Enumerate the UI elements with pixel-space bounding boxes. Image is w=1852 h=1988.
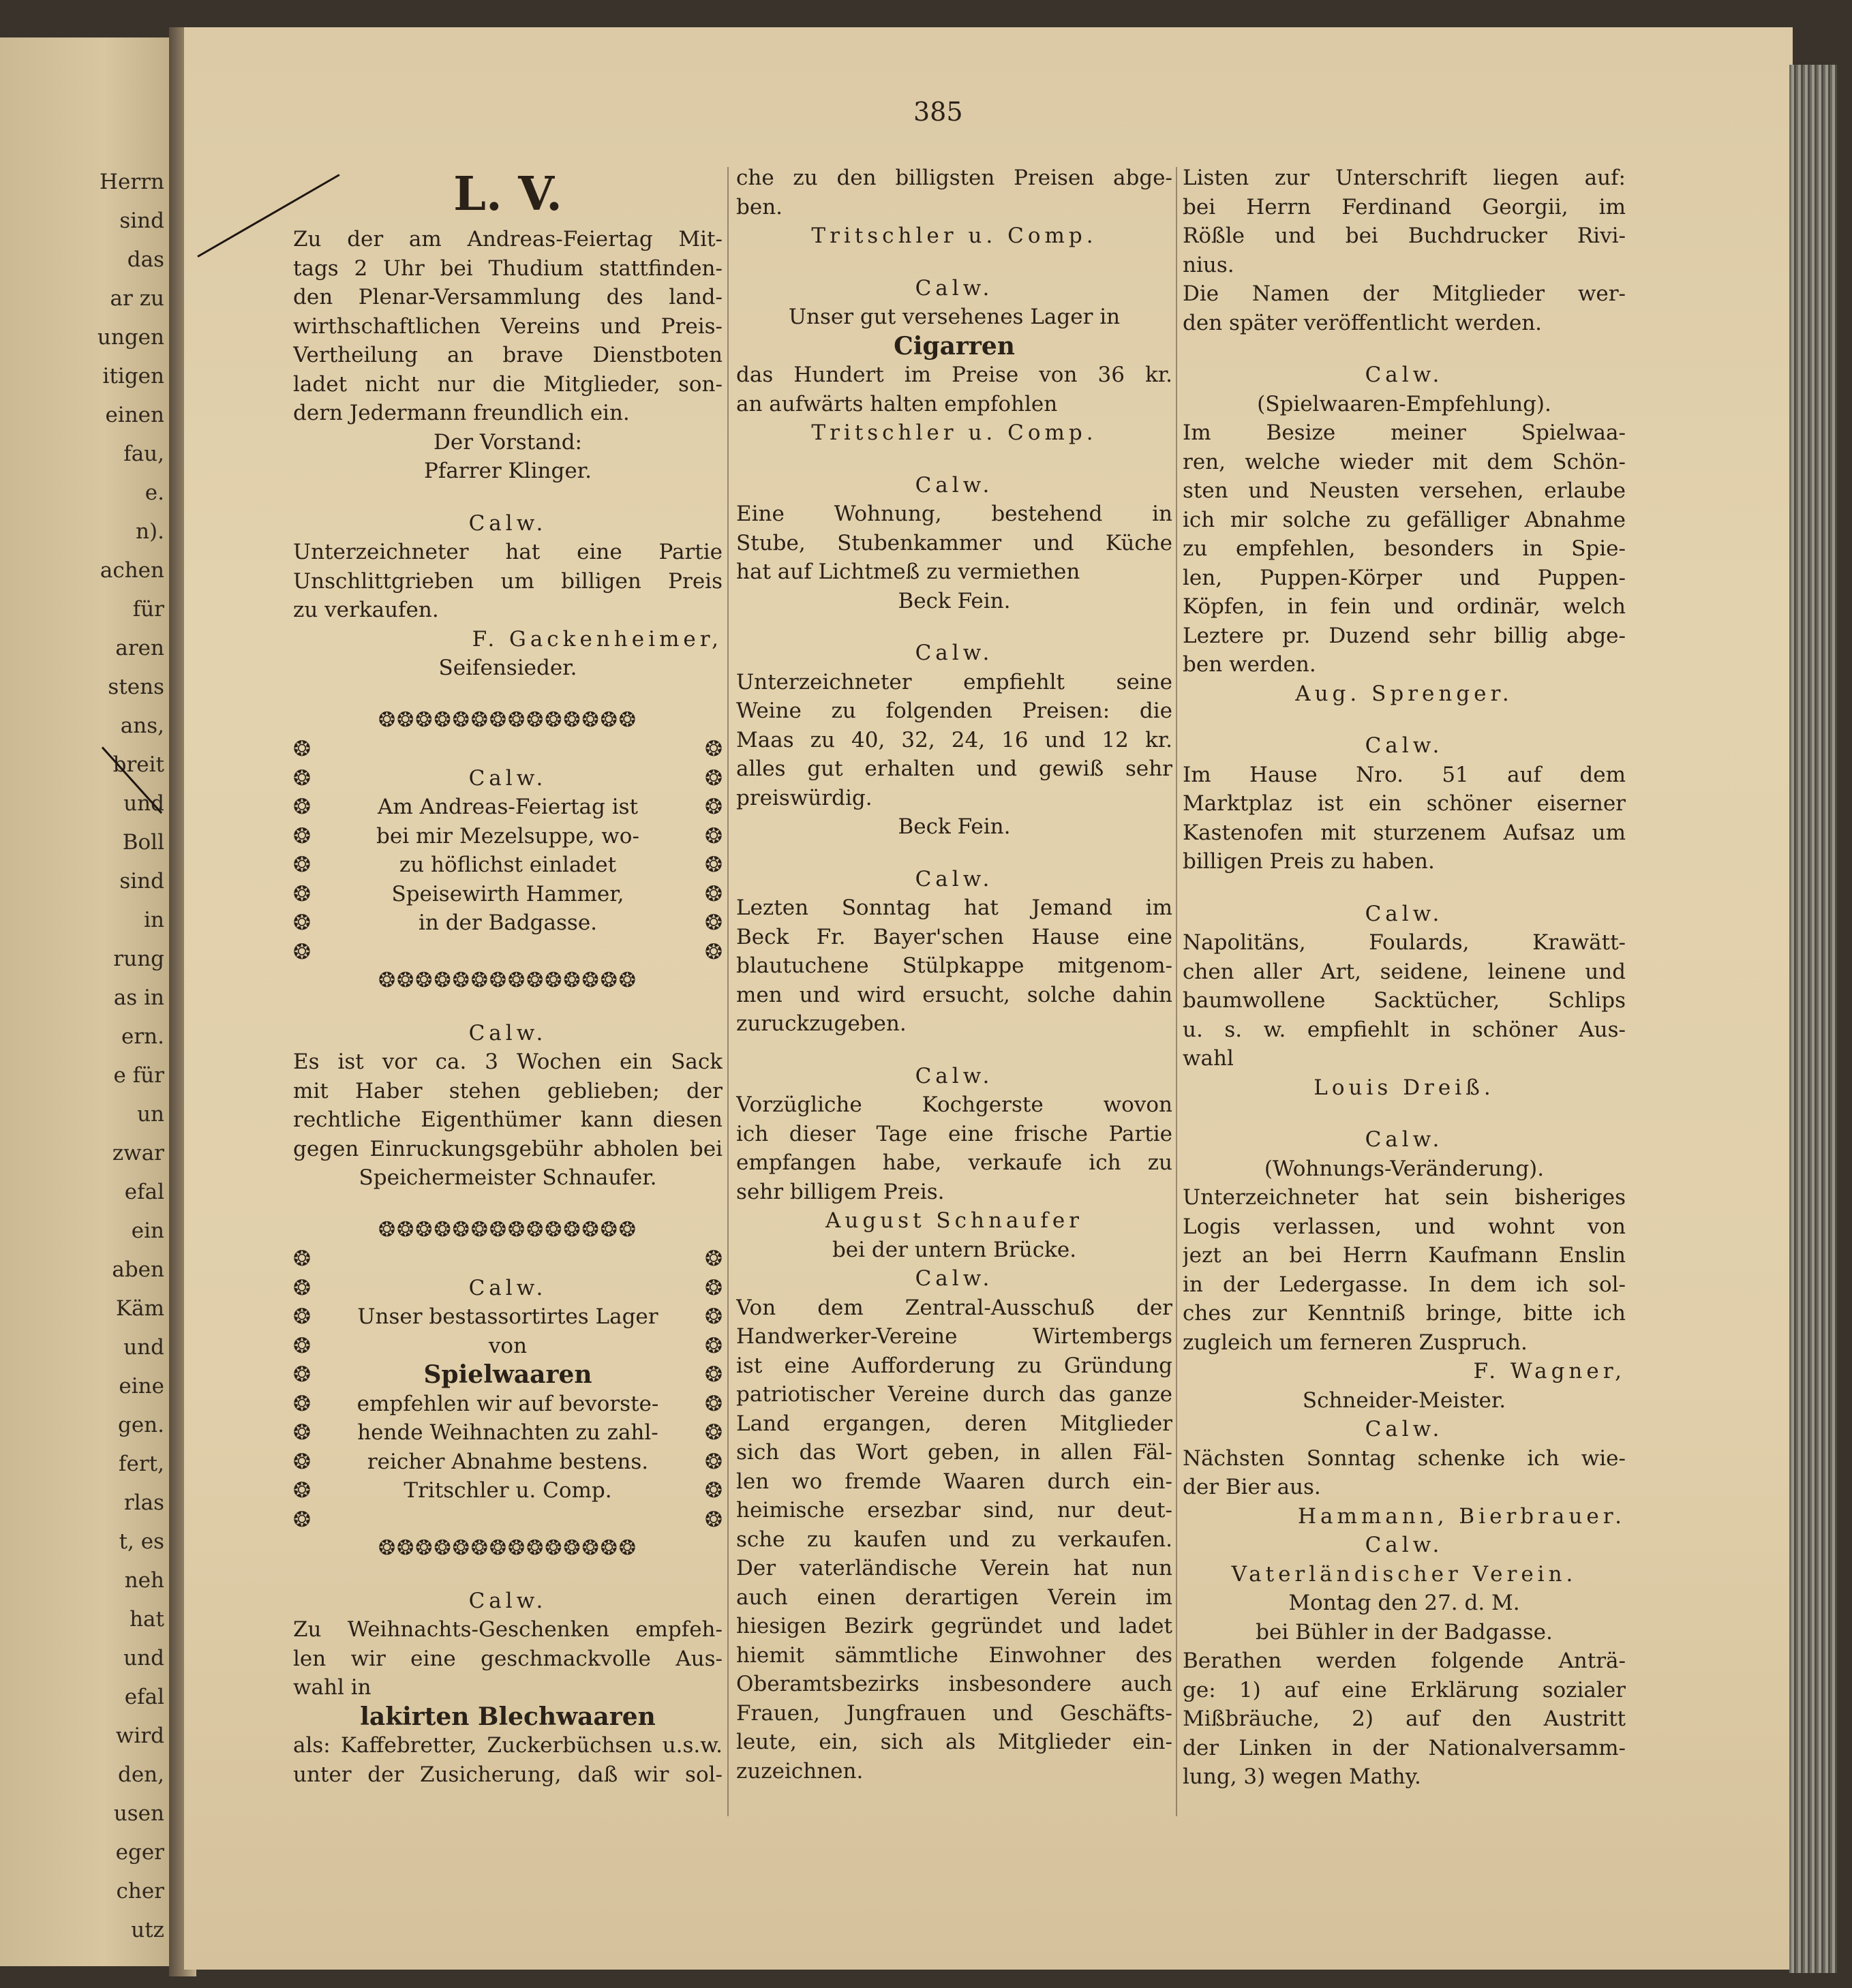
text-line: baumwollene Sacktücher, Schlips	[1183, 988, 1626, 1013]
bordered-ad-text: Spielwaaren	[423, 1360, 592, 1389]
bordered-ad-line	[293, 1448, 723, 1477]
ornament-border: ❂❂❂❂❂❂❂❂❂❂❂❂❂❂	[378, 1217, 637, 1242]
text-line: wahl in	[293, 1675, 371, 1700]
left-page-fragment: un	[137, 1102, 164, 1127]
bordered-ad-line	[293, 822, 723, 851]
left-page-fragment: t, es	[119, 1529, 164, 1554]
left-page-fragment: sind	[119, 209, 164, 233]
bordered-ad-text: Calw.	[468, 1275, 547, 1300]
ornament-icon: ❂	[705, 765, 723, 791]
left-page-fragment: ungen	[97, 325, 164, 350]
ornament-icon: ❂	[705, 1507, 723, 1532]
text-line: unter der Zusicherung, daß wir sol-	[293, 1762, 723, 1787]
bordered-ad-text: Unser bestassortirtes Lager	[357, 1304, 658, 1329]
text-line: ge: 1) auf eine Erklärung sozialer	[1183, 1677, 1626, 1702]
bordered-ad-line	[293, 880, 723, 909]
text-line: Der vaterländische Verein hat nun	[736, 1556, 1172, 1580]
spacer	[1183, 1102, 1626, 1125]
text-line: an aufwärts halten empfohlen	[736, 391, 1058, 416]
heading-line: Calw.	[915, 472, 994, 498]
heading-line: Calw.	[1365, 1417, 1444, 1441]
text-line: Beck Fein.	[898, 588, 1011, 613]
heading-line: August Schnaufer	[825, 1208, 1083, 1233]
text-line: jezt an bei Herrn Kaufmann Enslin	[1183, 1243, 1626, 1268]
text-line: Weine zu folgenden Preisen: die	[736, 699, 1172, 723]
heading-line: Calw.	[915, 1266, 994, 1291]
ornament-border: ❂❂❂❂❂❂❂❂❂❂❂❂❂❂	[378, 707, 637, 732]
text-line: ches zur Kenntniß bringe, bitte ich	[1183, 1301, 1626, 1326]
text-line: zu verkaufen.	[293, 598, 439, 622]
left-page-fragment: ar zu	[110, 286, 164, 311]
column-2	[736, 164, 1172, 1786]
text-line: Es ist vor ca. 3 Wochen ein Sack	[293, 1050, 723, 1074]
left-page-fragment: und	[123, 1646, 164, 1670]
ornament-icon: ❂	[293, 881, 311, 906]
left-page-fragment: efal	[124, 1180, 164, 1204]
heading-line: Calw.	[1365, 901, 1444, 926]
text-line: als: Kaffebretter, Zuckerbüchsen u.s.w.	[293, 1733, 723, 1758]
left-page-fragment: aben	[112, 1257, 164, 1282]
heading-line: Calw.	[915, 275, 994, 301]
left-page-fragment: e.	[145, 480, 164, 505]
bordered-ad-line	[293, 851, 723, 880]
text-line: Speichermeister Schnaufer.	[359, 1165, 657, 1190]
text-line: Oberamtsbezirks insbesondere auch	[736, 1672, 1172, 1696]
text-line: chen aller Art, seidene, leinene und	[1183, 959, 1626, 984]
heading-line: Calw.	[1365, 1127, 1444, 1152]
text-line: alles gut erhalten und gewiß sehr	[736, 756, 1172, 781]
left-page-fragment: eine	[119, 1374, 164, 1398]
text-line: den Plenar-Versammlung des land-	[293, 285, 723, 309]
left-page-fragment: sind	[119, 869, 164, 893]
text-line: Unterzeichneter empfiehlt seine	[736, 669, 1172, 694]
text-line: Listen zur Unterschrift liegen auf:	[1183, 166, 1626, 190]
text-line: hat auf Lichtmeß zu vermiethen	[736, 560, 1080, 584]
text-line: Mißbräuche, 2) auf den Austritt	[1183, 1707, 1626, 1731]
bordered-ad-line	[293, 764, 723, 793]
bordered-ad-text: von	[488, 1333, 528, 1358]
text-line: Seifensieder.	[438, 656, 577, 680]
text-line: Im Hause Nro. 51 auf dem	[1183, 762, 1626, 787]
text-line: sche zu kaufen und zu verkaufen.	[736, 1527, 1172, 1552]
ornament-icon: ❂	[705, 1333, 723, 1358]
text-line: Montag den 27. d. M.	[1288, 1591, 1520, 1615]
left-page-fragment: den,	[117, 1762, 164, 1787]
ornament-icon: ❂	[705, 795, 723, 819]
text-line: zuzeichnen.	[736, 1758, 864, 1784]
bordered-ad-text: Calw.	[468, 765, 547, 791]
left-page-fragment: e für	[113, 1063, 164, 1088]
ornament-icon: ❂	[705, 1449, 723, 1474]
spacer	[293, 683, 723, 706]
bordered-ad-text: Speisewirth Hammer,	[391, 881, 624, 906]
bordered-ad-line	[293, 793, 723, 822]
text-line: len, Puppen-Körper und Puppen-	[1183, 565, 1626, 590]
left-page-fragment: wird	[115, 1724, 164, 1748]
bordered-ad-text	[311, 1505, 705, 1535]
bordered-ad-line	[293, 1360, 723, 1390]
ornament-icon: ❂	[293, 795, 311, 819]
text-line: Logis verlassen, und wohnt von	[1183, 1214, 1626, 1239]
text-line: Der Vorstand:	[434, 429, 582, 455]
left-page-fragment: ein	[131, 1219, 164, 1243]
bordered-ad-text: reicher Abnahme bestens.	[367, 1449, 649, 1474]
text-line: sehr billigem Preis.	[736, 1179, 945, 1204]
page-number: 385	[913, 97, 963, 127]
text-line: Berathen werden folgende Anträ-	[1183, 1649, 1626, 1673]
bordered-ad-line	[293, 1390, 723, 1419]
text-line: hiesigen Bezirk gegründet und ladet	[736, 1614, 1172, 1638]
bordered-ad-line	[293, 1418, 723, 1448]
text-line: sten und Neusten versehen, erlaube	[1183, 478, 1626, 503]
heading-line: Calw.	[915, 641, 994, 665]
page-edges	[1789, 65, 1837, 1973]
heading-line: Calw.	[1365, 363, 1444, 387]
text-line: der Linken in der Nationalversamm-	[1183, 1735, 1626, 1760]
column-3	[1183, 164, 1626, 1792]
heading-line: Tritschler u. Comp.	[811, 224, 1097, 248]
left-page-fragment: n).	[136, 519, 164, 544]
ornament-icon: ❂	[705, 1247, 723, 1271]
left-page-fragment: einen	[105, 403, 164, 427]
text-line: len wir eine geschmackvolle Aus-	[293, 1646, 723, 1671]
ornament-icon: ❂	[293, 737, 311, 761]
spacer	[1183, 876, 1626, 900]
heading-line: Calw.	[468, 1588, 547, 1613]
text-line: che zu den billigsten Preisen abge-	[736, 166, 1172, 190]
text-line: empfangen habe, verkaufe ich zu	[736, 1150, 1172, 1175]
ornament-icon: ❂	[705, 939, 723, 964]
text-line: ich dieser Tage eine frische Partie	[736, 1121, 1172, 1146]
bordered-ad-text: empfehlen wir auf bevorste-	[356, 1391, 659, 1416]
text-line: zuruckzugeben.	[736, 1011, 907, 1036]
ornament-icon: ❂	[293, 1304, 311, 1329]
text-line: wirthschaftlichen Vereins und Preis-	[293, 314, 723, 339]
text-line: Nächsten Sonntag schenke ich wie-	[1183, 1446, 1626, 1471]
text-line: hiemit sämmtliche Einwohner des	[736, 1642, 1172, 1668]
ornament-icon: ❂	[293, 1449, 311, 1474]
ornament-icon: ❂	[705, 1420, 723, 1445]
text-line: Vorzügliche Kochgerste wovon	[736, 1092, 1172, 1117]
bordered-ad-line	[293, 735, 723, 764]
text-line: Unschlittgrieben um billigen Preis	[293, 568, 723, 594]
heading-line: Calw.	[1365, 733, 1444, 758]
ornament-icon: ❂	[705, 1478, 723, 1503]
ornament-icon: ❂	[293, 853, 311, 877]
spacer	[293, 1193, 723, 1216]
text-line: nius.	[1183, 252, 1234, 277]
left-page-fragment: das	[127, 247, 164, 272]
text-line: Unser gut versehenes Lager in	[788, 305, 1121, 329]
bordered-ad-line	[293, 1332, 723, 1361]
spacer	[736, 615, 1172, 639]
ornament-icon: ❂	[705, 853, 723, 877]
heading-line: Calw.	[915, 866, 994, 891]
spacer	[293, 996, 723, 1019]
bordered-ad-text: bei mir Mezelsuppe, wo-	[376, 823, 639, 848]
bordered-ad-line	[293, 1476, 723, 1505]
announcement-title: L. V.	[453, 167, 562, 221]
text-line: auch einen derartigen Verein im	[736, 1585, 1172, 1610]
text-line: Kastenofen mit sturzenem Aufsaz um	[1183, 820, 1626, 845]
signature-line: Hammann, Bierbrauer.	[1297, 1503, 1626, 1529]
left-page-fragment: efal	[124, 1685, 164, 1709]
text-line: leute, ein, sich als Mitglieder ein-	[736, 1730, 1172, 1754]
text-line: in der Ledergasse. In dem ich sol-	[1183, 1272, 1626, 1297]
bordered-ad-line	[293, 908, 723, 938]
ornament-icon: ❂	[705, 881, 723, 906]
left-page-fragment: in	[144, 908, 164, 932]
product-heading: lakirten Blechwaaren	[360, 1702, 656, 1731]
ornament-icon: ❂	[293, 765, 311, 791]
ornament-icon: ❂	[705, 1362, 723, 1387]
text-line: ist eine Aufforderung zu Gründung	[736, 1353, 1172, 1378]
text-line: ben werden.	[1183, 652, 1316, 677]
bordered-ad-line	[293, 1274, 723, 1303]
bordered-ad-text: in der Badgasse.	[418, 911, 598, 935]
text-line: (Spielwaaren-Empfehlung).	[1257, 391, 1551, 416]
heading-line: Vaterländischer Verein.	[1231, 1561, 1577, 1587]
text-line: bei der untern Brücke.	[832, 1237, 1077, 1262]
bordered-ad-line	[293, 938, 723, 967]
ornament-icon: ❂	[293, 1247, 311, 1271]
text-line: blautuchene Stülpkappe mitgenom-	[736, 953, 1172, 978]
text-line: Schneider-Meister.	[1302, 1388, 1506, 1413]
text-line: ich mir solche zu gefälliger Abnahme	[1183, 507, 1626, 532]
text-line: ben.	[736, 194, 783, 219]
text-line: u. s. w. empfiehlt in schöner Aus-	[1183, 1017, 1626, 1042]
bordered-ad-text: hende Weihnachten zu zahl-	[357, 1420, 658, 1445]
left-page-fragment: gen.	[117, 1413, 164, 1437]
left-page-fragment: fau,	[123, 442, 164, 466]
left-page-fragment: Boll	[122, 830, 164, 855]
ornament-icon: ❂	[293, 911, 311, 935]
bordered-ad-text: Tritschler u. Comp.	[404, 1478, 612, 1503]
left-page-fragment: rlas	[123, 1490, 164, 1515]
text-line: len wo fremde Waaren durch ein-	[736, 1469, 1172, 1494]
column-1	[293, 164, 723, 1789]
text-line: Marktplaz ist ein schöner eiserner	[1183, 791, 1626, 816]
text-line: zu empfehlen, besonders in Spie-	[1183, 536, 1626, 561]
left-page-fragment: rung	[113, 947, 164, 971]
text-line: Lezten Sonntag hat Jemand im	[736, 896, 1172, 920]
text-line: das Hundert im Preise von 36 kr.	[736, 363, 1172, 387]
text-line: Leztere pr. Duzend sehr billig abge-	[1183, 623, 1626, 648]
spacer	[293, 1563, 723, 1587]
text-line: zugleich um ferneren Zuspruch.	[1183, 1330, 1528, 1355]
text-line: Land ergangen, deren Mitglieder	[736, 1411, 1172, 1436]
ornament-border: ❂❂❂❂❂❂❂❂❂❂❂❂❂❂	[378, 968, 637, 992]
left-page-fragment: und	[123, 791, 164, 816]
text-line: dern Jedermann freundlich ein.	[293, 401, 630, 425]
left-page-fragment: ans,	[120, 714, 164, 738]
left-page-fragment: achen	[100, 558, 164, 583]
text-line: Zu Weihnachts-Geschenken empfeh-	[293, 1617, 723, 1642]
text-line: Handwerker-Vereine Wirtembergs	[736, 1324, 1172, 1349]
spacer	[736, 842, 1172, 865]
ornament-icon: ❂	[293, 1391, 311, 1416]
ornament-icon: ❂	[705, 1304, 723, 1329]
left-page-fragment: utz	[131, 1918, 164, 1942]
ornament-icon: ❂	[293, 1362, 311, 1387]
spacer	[1183, 337, 1626, 361]
text-line: ladet nicht nur die Mitglieder, son-	[293, 371, 723, 397]
ornament-icon: ❂	[705, 1391, 723, 1416]
bordered-ad-text: Am Andreas-Feiertag ist	[377, 795, 639, 819]
text-line: Beck Fr. Bayer'schen Hause eine	[736, 924, 1172, 949]
text-line: sich das Wort geben, in allen Fäl-	[736, 1440, 1172, 1465]
text-line: ren, welche wieder mit dem Schön-	[1183, 449, 1626, 474]
text-line: Eine Wohnung, bestehend in	[736, 502, 1172, 526]
text-line: Im Besize meiner Spielwaa-	[1183, 420, 1626, 445]
spacer	[293, 486, 723, 509]
text-line: Frauen, Jungfrauen und Geschäfts-	[736, 1700, 1172, 1726]
heading-line: Calw.	[468, 510, 547, 536]
text-line: lung, 3) wegen Mathy.	[1183, 1764, 1421, 1789]
bordered-ad-line	[293, 1244, 723, 1274]
bordered-ad-line	[293, 1302, 723, 1332]
signature-line: F. Wagner,	[1473, 1359, 1626, 1383]
heading-line: Aug. Sprenger.	[1295, 681, 1513, 706]
ornament-icon: ❂	[293, 1478, 311, 1503]
text-line: Pfarrer Klinger.	[424, 459, 592, 483]
signature-line: F. Gackenheimer,	[472, 626, 723, 652]
left-page-fragment: Käm	[115, 1296, 164, 1321]
bordered-ad-text	[311, 938, 705, 967]
ornament-icon: ❂	[705, 1275, 723, 1300]
text-line: Beck Fein.	[898, 814, 1011, 839]
text-line: men und wird ersucht, solche dahin	[736, 982, 1172, 1007]
left-page-fragment: breit	[112, 752, 164, 777]
left-page-fragment: eger	[115, 1840, 164, 1865]
left-page-fragment: usen	[113, 1801, 164, 1826]
bordered-ad-text: zu höflichst einladet	[399, 853, 617, 877]
text-line: rechtliche Eigenthümer kann diesen	[293, 1107, 723, 1132]
ornament-icon: ❂	[293, 939, 311, 964]
text-line: bei Herrn Ferdinand Georgii, im	[1183, 194, 1626, 219]
text-line: Vertheilung an brave Dienstboten	[293, 343, 723, 367]
ornament-border: ❂❂❂❂❂❂❂❂❂❂❂❂❂❂	[378, 1536, 637, 1560]
text-line: wahl	[1183, 1046, 1234, 1071]
left-page-fragment: zwar	[112, 1141, 164, 1165]
left-page-fragment: ern.	[121, 1024, 164, 1049]
heading-line: Louis Dreiß.	[1314, 1075, 1495, 1100]
column-rule-2	[1176, 167, 1177, 1816]
text-line: Köpfen, in fein und ordinär, welch	[1183, 594, 1626, 619]
text-line: mit Haber stehen geblieben; der	[293, 1078, 723, 1103]
text-line: Zu der am Andreas-Feiertag Mit-	[293, 227, 723, 251]
text-line: billigen Preis zu haben.	[1183, 849, 1435, 874]
left-page-fragment: Herrn	[100, 170, 164, 194]
left-page-fragment: stens	[108, 675, 164, 699]
text-line: Unterzeichneter hat eine Partie	[293, 540, 723, 564]
left-page-fragment: hat	[130, 1607, 164, 1632]
left-page-fragment: und	[123, 1335, 164, 1360]
left-page-fragment: cher	[116, 1879, 164, 1903]
heading-line: Tritschler u. Comp.	[811, 420, 1097, 445]
text-line: Rößle und bei Buchdrucker Rivi-	[1183, 224, 1626, 248]
ornament-icon: ❂	[293, 1420, 311, 1445]
ornament-icon: ❂	[293, 1275, 311, 1300]
spacer	[736, 251, 1172, 274]
text-line: tags 2 Uhr bei Thudium stattfinden-	[293, 256, 723, 281]
left-page-fragment: itigen	[102, 364, 164, 388]
product-heading: Cigarren	[894, 331, 1015, 361]
text-line: Unterzeichneter hat sein bisheriges	[1183, 1185, 1626, 1210]
text-line: Napolitäns, Foulards, Krawätt-	[1183, 930, 1626, 955]
text-line: den später veröffentlicht werden.	[1183, 310, 1543, 335]
text-line: Von dem Zentral-Ausschuß der	[736, 1295, 1172, 1320]
ornament-icon: ❂	[705, 737, 723, 761]
spacer	[736, 1039, 1172, 1062]
left-page-fragment: für	[132, 597, 164, 622]
ornament-icon: ❂	[293, 823, 311, 848]
text-line: preiswürdig.	[736, 785, 872, 810]
bordered-ad-text	[311, 735, 705, 764]
bordered-ad-text	[311, 1244, 705, 1274]
heading-line: Calw.	[468, 1020, 547, 1045]
text-line: bei Bühler in der Badgasse.	[1256, 1619, 1553, 1645]
left-page-fragment: neh	[124, 1568, 164, 1593]
text-line: patriotischer Vereine durch das ganze	[736, 1382, 1172, 1407]
text-line: heimische ersezbar sind, nur deut-	[736, 1498, 1172, 1523]
left-page-fragment: fert,	[119, 1452, 164, 1476]
text-line: Die Namen der Mitglieder wer-	[1183, 281, 1626, 306]
column-rule-1	[727, 167, 729, 1816]
text-line: gegen Einruckungsgebühr abholen bei	[293, 1136, 723, 1161]
bordered-ad-line	[293, 1505, 723, 1535]
spacer	[1183, 708, 1626, 731]
spacer	[736, 448, 1172, 471]
text-line: Maas zu 40, 32, 24, 16 und 12 kr.	[736, 727, 1172, 752]
text-line: der Bier aus.	[1183, 1475, 1321, 1499]
ornament-icon: ❂	[293, 1507, 311, 1532]
ornament-icon: ❂	[705, 823, 723, 848]
heading-line: Calw.	[1365, 1533, 1444, 1557]
left-page-fragment: as in	[113, 985, 164, 1010]
ornament-icon: ❂	[705, 911, 723, 935]
text-line: (Wohnungs-Veränderung).	[1264, 1156, 1545, 1181]
left-page-fragment: aren	[115, 636, 164, 660]
left-page	[0, 37, 174, 1966]
text-line: Stube, Stubenkammer und Küche	[736, 530, 1172, 555]
ornament-icon: ❂	[293, 1333, 311, 1358]
heading-line: Calw.	[915, 1063, 994, 1088]
